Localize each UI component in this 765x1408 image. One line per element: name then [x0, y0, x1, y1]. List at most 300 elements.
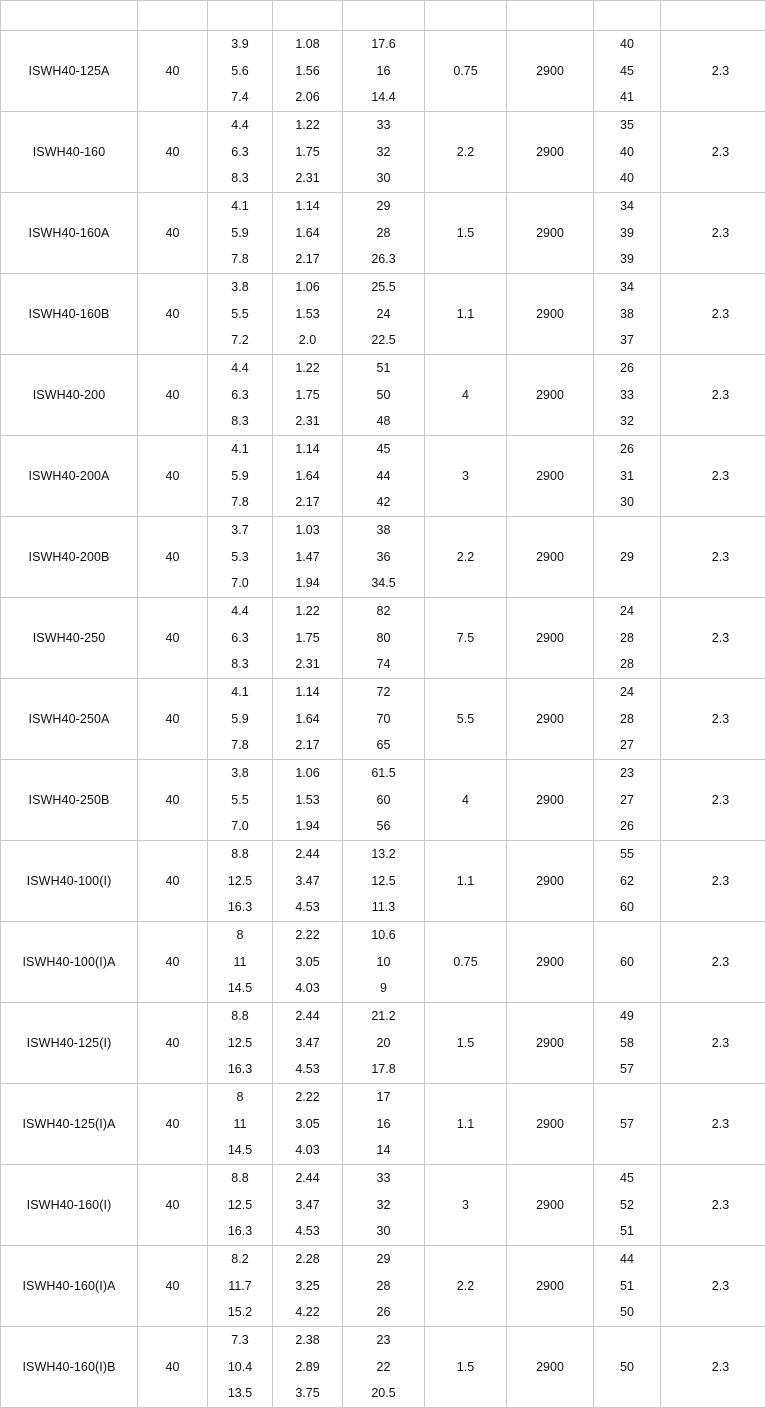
cell-npsh: 2.3 — [661, 355, 765, 436]
cell-power: 7.5 — [425, 598, 507, 679]
cell-flow-ls-1: 8.2 — [208, 1246, 272, 1273]
cell-flow-m3h-2: 1.64 — [273, 220, 342, 247]
cell-dn: 40 — [138, 517, 208, 598]
cell-head-1: 51 — [343, 355, 424, 382]
cell-flow-m3h — [273, 274, 343, 355]
cell-efficiency-2: 27 — [594, 787, 660, 814]
table-row — [1, 1003, 765, 1084]
cell-head-2: 50 — [343, 382, 424, 409]
cell-flow-m3h-3: 2.17 — [273, 246, 342, 273]
cell-efficiency-2: 58 — [594, 1030, 660, 1057]
cell-flow-m3h — [273, 517, 343, 598]
cell-flow-m3h — [273, 841, 343, 922]
cell-head-1: 25.5 — [343, 274, 424, 301]
cell-speed: 2900 — [507, 31, 594, 112]
cell-speed: 2900 — [507, 112, 594, 193]
cell-head-1: 72 — [343, 679, 424, 706]
cell-flow-m3h-3: 2.31 — [273, 165, 342, 192]
cell-head-1: 33 — [343, 1165, 424, 1192]
cell-dn: 40 — [138, 679, 208, 760]
table-row — [1, 1084, 765, 1165]
cell-flow-ls-2: 10.4 — [208, 1354, 272, 1381]
cell-efficiency-3: 39 — [594, 246, 660, 273]
cell-head — [343, 1003, 425, 1084]
cell-efficiency-2: 57 — [594, 1111, 660, 1138]
cell-efficiency-1: 34 — [594, 274, 660, 301]
cell-flow-m3h-2: 3.25 — [273, 1273, 342, 1300]
cell-efficiency-3 — [594, 1137, 660, 1164]
cell-flow-ls-3: 16.3 — [208, 1218, 272, 1245]
cell-dn: 40 — [138, 841, 208, 922]
cell-head — [343, 274, 425, 355]
cell-model: ISWH40-160A — [1, 193, 138, 274]
cell-head-3: 48 — [343, 408, 424, 435]
table-row — [1, 1246, 765, 1327]
cell-efficiency-3: 41 — [594, 84, 660, 111]
cell-model: ISWH40-125A — [1, 31, 138, 112]
cell-flow-m3h-3: 3.75 — [273, 1380, 342, 1407]
cell-efficiency — [594, 760, 661, 841]
cell-flow-ls-2: 6.3 — [208, 625, 272, 652]
cell-flow-m3h-2: 1.47 — [273, 544, 342, 571]
cell-efficiency-1: 44 — [594, 1246, 660, 1273]
cell-flow-ls-2: 12.5 — [208, 1030, 272, 1057]
cell-model: ISWH40-125(I) — [1, 1003, 138, 1084]
cell-efficiency-1: 26 — [594, 355, 660, 382]
cell-efficiency-1 — [594, 517, 660, 544]
cell-efficiency-3: 50 — [594, 1299, 660, 1326]
cell-head-3: 20.5 — [343, 1380, 424, 1407]
cell-head-2: 22 — [343, 1354, 424, 1381]
cell-efficiency-1: 26 — [594, 436, 660, 463]
table-row — [1, 193, 765, 274]
cell-head-3: 9 — [343, 975, 424, 1002]
cell-flow-ls-3: 7.8 — [208, 732, 272, 759]
cell-efficiency — [594, 598, 661, 679]
cell-flow-m3h-1: 1.08 — [273, 31, 342, 58]
cell-flow-m3h-1: 1.14 — [273, 679, 342, 706]
cell-npsh: 2.3 — [661, 1246, 765, 1327]
table-row — [1, 31, 765, 112]
cell-efficiency — [594, 193, 661, 274]
cell-efficiency-1: 35 — [594, 112, 660, 139]
cell-flow-m3h-2: 3.05 — [273, 949, 342, 976]
cell-power: 3 — [425, 1165, 507, 1246]
cell-head-2: 12.5 — [343, 868, 424, 895]
cell-efficiency — [594, 922, 661, 1003]
cell-flow-ls-2: 5.9 — [208, 463, 272, 490]
cell-speed: 2900 — [507, 436, 594, 517]
cell-npsh: 2.3 — [661, 679, 765, 760]
cell-flow-ls — [208, 355, 273, 436]
cell-power: 4 — [425, 760, 507, 841]
cell-head-3: 14.4 — [343, 84, 424, 111]
cell-speed: 2900 — [507, 1165, 594, 1246]
cell-flow-ls-2: 6.3 — [208, 382, 272, 409]
cell-efficiency-2: 50 — [594, 1354, 660, 1381]
spec-table-top-fragment — [0, 0, 765, 30]
cell-efficiency — [594, 355, 661, 436]
cell-power — [425, 1, 507, 31]
cell-flow-ls — [208, 679, 273, 760]
cell-flow-ls — [208, 1327, 273, 1408]
cell-efficiency-3: 28 — [594, 651, 660, 678]
cell-flow-m3h-3: 4.03 — [273, 1137, 342, 1164]
cell-head-2: 16 — [343, 58, 424, 85]
cell-flow-ls-1: 8 — [208, 1084, 272, 1111]
cell-flow-m3h-3: 4.53 — [273, 894, 342, 921]
cell-head-1: 29 — [343, 1246, 424, 1273]
cell-efficiency — [594, 274, 661, 355]
cell-flow-ls-2: 6.3 — [208, 139, 272, 166]
cell-flow-m3h — [273, 1246, 343, 1327]
cell-efficiency — [594, 1165, 661, 1246]
cell-model: ISWH40-200B — [1, 517, 138, 598]
cell-flow-m3h-2: 3.05 — [273, 1111, 342, 1138]
cell-model: ISWH40-160(I)A — [1, 1246, 138, 1327]
table-row — [1, 355, 765, 436]
cell-flow-ls-1: 3.9 — [208, 31, 272, 58]
cell-flow-m3h-3: 4.53 — [273, 1056, 342, 1083]
cell-power: 1.5 — [425, 193, 507, 274]
cell-flow-m3h-2: 2.89 — [273, 1354, 342, 1381]
cell-efficiency-3: 51 — [594, 1218, 660, 1245]
cell-efficiency-2: 38 — [594, 301, 660, 328]
cell-model: ISWH40-160(I) — [1, 1165, 138, 1246]
cell-efficiency-3: 57 — [594, 1056, 660, 1083]
cell-dn: 40 — [138, 1246, 208, 1327]
cell-flow-m3h-1: 1.14 — [273, 436, 342, 463]
cell-efficiency-3 — [594, 570, 660, 597]
cell-head — [343, 1165, 425, 1246]
cell-flow-m3h-3: 2.17 — [273, 489, 342, 516]
cell-efficiency-1: 55 — [594, 841, 660, 868]
cell-flow-ls-1: 8.8 — [208, 1003, 272, 1030]
cell-flow-ls — [208, 598, 273, 679]
cell-flow-m3h-1: 2.44 — [273, 841, 342, 868]
cell-head — [343, 679, 425, 760]
cell-flow-ls — [208, 112, 273, 193]
cell-flow-ls-3: 16.3 — [208, 1056, 272, 1083]
cell-head-3: 22.5 — [343, 327, 424, 354]
cell-head-3: 17.8 — [343, 1056, 424, 1083]
cell-model: ISWH40-200A — [1, 436, 138, 517]
cell-head — [343, 598, 425, 679]
cell-flow-m3h-3: 1.94 — [273, 813, 342, 840]
cell-flow-m3h — [273, 1, 343, 31]
cell-npsh: 2.3 — [661, 1165, 765, 1246]
cell-flow-m3h — [273, 112, 343, 193]
cell-efficiency — [594, 1246, 661, 1327]
cell-head-1: 33 — [343, 112, 424, 139]
cell-efficiency-2: 52 — [594, 1192, 660, 1219]
cell-efficiency-2: 31 — [594, 463, 660, 490]
cell-flow-ls-1: 3.7 — [208, 517, 272, 544]
cell-dn: 40 — [138, 1165, 208, 1246]
cell-npsh: 2.3 — [661, 112, 765, 193]
cell-efficiency-3 — [594, 1380, 660, 1407]
cell-flow-m3h — [273, 355, 343, 436]
cell-speed — [507, 1, 594, 31]
cell-head-2: 44 — [343, 463, 424, 490]
cell-power: 0.75 — [425, 31, 507, 112]
cell-npsh: 2.3 — [661, 517, 765, 598]
cell-efficiency-1 — [594, 922, 660, 949]
cell-flow-m3h-2: 1.64 — [273, 706, 342, 733]
cell-flow-m3h-3: 1.94 — [273, 570, 342, 597]
cell-head — [343, 760, 425, 841]
cell-flow-ls-3: 13.5 — [208, 1380, 272, 1407]
cell-efficiency-3: 26 — [594, 813, 660, 840]
cell-flow-m3h — [273, 436, 343, 517]
cell-model: ISWH40-250B — [1, 760, 138, 841]
cell-flow-ls — [208, 1246, 273, 1327]
cell-flow-m3h-2: 1.75 — [273, 139, 342, 166]
cell-npsh: 2.3 — [661, 1327, 765, 1408]
cell-head — [343, 1, 425, 31]
cell-speed: 2900 — [507, 193, 594, 274]
cell-efficiency — [594, 1084, 661, 1165]
cell-flow-ls-2: 5.9 — [208, 220, 272, 247]
cell-flow-m3h-3: 4.53 — [273, 1218, 342, 1245]
cell-flow-ls — [208, 193, 273, 274]
cell-efficiency-1: 24 — [594, 679, 660, 706]
cell-dn: 40 — [138, 1084, 208, 1165]
cell-flow-ls-2: 11 — [208, 1111, 272, 1138]
cell-head-2: 16 — [343, 1111, 424, 1138]
cell-head — [343, 841, 425, 922]
cell-flow-ls-1: 3.8 — [208, 760, 272, 787]
cell-flow-m3h-2: 1.75 — [273, 625, 342, 652]
cell-flow-m3h-3: 2.0 — [273, 327, 342, 354]
cell-head-2: 32 — [343, 139, 424, 166]
cell-flow-ls-3: 7.2 — [208, 327, 272, 354]
cell-flow-ls — [208, 922, 273, 1003]
cell-head-1 — [343, 1, 424, 28]
cell-power: 1.5 — [425, 1327, 507, 1408]
cell-head-3: 30 — [343, 1218, 424, 1245]
cell-npsh: 2.3 — [661, 760, 765, 841]
cell-flow-ls-2: 5.5 — [208, 787, 272, 814]
cell-power: 2.2 — [425, 1246, 507, 1327]
cell-flow-ls — [208, 517, 273, 598]
cell-head-2: 28 — [343, 220, 424, 247]
cell-flow-ls-3: 8.3 — [208, 651, 272, 678]
cell-flow-ls-2: 5.6 — [208, 58, 272, 85]
table-row — [1, 1165, 765, 1246]
cell-flow-ls-3: 7.0 — [208, 570, 272, 597]
cell-flow-m3h-3: 2.31 — [273, 408, 342, 435]
cell-npsh: 2.3 — [661, 922, 765, 1003]
cell-flow-m3h-1: 2.38 — [273, 1327, 342, 1354]
cell-speed: 2900 — [507, 1327, 594, 1408]
cell-flow-m3h — [273, 1084, 343, 1165]
cell-power: 2.2 — [425, 112, 507, 193]
cell-model: ISWH40-100(I)A — [1, 922, 138, 1003]
cell-efficiency-1 — [594, 1, 660, 28]
cell-model: ISWH40-160B — [1, 274, 138, 355]
cell-flow-m3h-1: 1.06 — [273, 760, 342, 787]
cell-head-3: 26.3 — [343, 246, 424, 273]
cell-dn: 40 — [138, 1327, 208, 1408]
cell-efficiency-2: 51 — [594, 1273, 660, 1300]
cell-flow-m3h — [273, 31, 343, 112]
cell-flow-m3h-1 — [273, 1, 342, 28]
cell-flow-ls-1: 4.4 — [208, 112, 272, 139]
cell-flow-ls-1: 7.3 — [208, 1327, 272, 1354]
cell-efficiency — [594, 841, 661, 922]
cell-efficiency — [594, 517, 661, 598]
cell-dn: 40 — [138, 436, 208, 517]
cell-flow-m3h — [273, 193, 343, 274]
cell-speed: 2900 — [507, 922, 594, 1003]
cell-efficiency-2: 33 — [594, 382, 660, 409]
cell-head-1: 17.6 — [343, 31, 424, 58]
cell-npsh: 2.3 — [661, 1084, 765, 1165]
cell-head-1: 10.6 — [343, 922, 424, 949]
cell-dn: 40 — [138, 760, 208, 841]
cell-efficiency-1 — [594, 1327, 660, 1354]
cell-flow-ls-1: 8 — [208, 922, 272, 949]
cell-efficiency-2: 40 — [594, 139, 660, 166]
cell-efficiency-1: 23 — [594, 760, 660, 787]
cell-efficiency — [594, 436, 661, 517]
cell-flow-m3h-3: 2.06 — [273, 84, 342, 111]
cell-dn: 40 — [138, 1003, 208, 1084]
cell-model: ISWH40-250 — [1, 598, 138, 679]
cell-power: 2.2 — [425, 517, 507, 598]
cell-speed: 2900 — [507, 274, 594, 355]
cell-flow-m3h — [273, 760, 343, 841]
cell-flow-m3h — [273, 1327, 343, 1408]
cell-speed: 2900 — [507, 679, 594, 760]
cell-flow-m3h-2: 1.64 — [273, 463, 342, 490]
cell-efficiency-3: 37 — [594, 327, 660, 354]
cell-model: ISWH40-200 — [1, 355, 138, 436]
cell-flow-ls — [208, 760, 273, 841]
cell-flow-m3h-3: 4.22 — [273, 1299, 342, 1326]
cell-flow-m3h-1: 1.22 — [273, 598, 342, 625]
cell-efficiency-2: 45 — [594, 58, 660, 85]
cell-head-1: 82 — [343, 598, 424, 625]
cell-flow-ls-3: 8.3 — [208, 408, 272, 435]
cell-power: 1.1 — [425, 1084, 507, 1165]
cell-flow-m3h-1: 1.22 — [273, 355, 342, 382]
cell-head-2: 28 — [343, 1273, 424, 1300]
cell-head-1: 29 — [343, 193, 424, 220]
cell-model: ISWH40-125(I)A — [1, 1084, 138, 1165]
cell-head-2: 10 — [343, 949, 424, 976]
cell-head-1: 61.5 — [343, 760, 424, 787]
cell-power: 0.75 — [425, 922, 507, 1003]
cell-npsh: 2.3 — [661, 1003, 765, 1084]
cell-head — [343, 31, 425, 112]
cell-head — [343, 112, 425, 193]
table-row — [1, 922, 765, 1003]
cell-flow-ls-2: 5.3 — [208, 544, 272, 571]
cell-head-2: 32 — [343, 1192, 424, 1219]
table-row — [1, 679, 765, 760]
cell-flow-ls-1: 4.1 — [208, 193, 272, 220]
cell-efficiency-1: 49 — [594, 1003, 660, 1030]
cell-flow-m3h-3: 4.03 — [273, 975, 342, 1002]
table-row — [1, 274, 765, 355]
cell-head-1: 13.2 — [343, 841, 424, 868]
cell-model — [1, 1, 138, 31]
cell-efficiency-3 — [594, 975, 660, 1002]
cell-efficiency-3: 30 — [594, 489, 660, 516]
cell-efficiency-2: 39 — [594, 220, 660, 247]
cell-flow-ls-1: 4.4 — [208, 355, 272, 382]
cell-flow-m3h — [273, 598, 343, 679]
cell-efficiency-1: 34 — [594, 193, 660, 220]
table-row — [1, 1327, 765, 1408]
cell-flow-ls-3: 7.0 — [208, 813, 272, 840]
cell-flow-ls-1: 3.8 — [208, 274, 272, 301]
cell-head-2: 36 — [343, 544, 424, 571]
cell-flow-m3h — [273, 1165, 343, 1246]
cell-flow-m3h — [273, 1003, 343, 1084]
cell-flow-m3h-1: 2.44 — [273, 1165, 342, 1192]
cell-speed: 2900 — [507, 1003, 594, 1084]
cell-dn — [138, 1, 208, 31]
cell-efficiency-3: 32 — [594, 408, 660, 435]
cell-flow-m3h-2: 1.53 — [273, 301, 342, 328]
cell-efficiency-1: 24 — [594, 598, 660, 625]
cell-dn: 40 — [138, 598, 208, 679]
cell-model: ISWH40-160(I)B — [1, 1327, 138, 1408]
cell-head-3: 11.3 — [343, 894, 424, 921]
cell-flow-ls-2: 5.5 — [208, 301, 272, 328]
table-row — [1, 760, 765, 841]
cell-npsh: 2.3 — [661, 31, 765, 112]
cell-flow-ls-1: 4.1 — [208, 436, 272, 463]
cell-model: ISWH40-100(I) — [1, 841, 138, 922]
cell-power: 4 — [425, 355, 507, 436]
cell-dn: 40 — [138, 31, 208, 112]
cell-head — [343, 517, 425, 598]
cell-flow-ls — [208, 1003, 273, 1084]
cell-efficiency — [594, 112, 661, 193]
cell-power: 1.1 — [425, 841, 507, 922]
cell-flow-m3h-1: 1.06 — [273, 274, 342, 301]
cell-head-2: 80 — [343, 625, 424, 652]
cell-flow-ls-1 — [208, 1, 272, 28]
cell-head-2: 24 — [343, 301, 424, 328]
cell-npsh: 2.3 — [661, 598, 765, 679]
cell-head-2: 70 — [343, 706, 424, 733]
cell-head-3: 30 — [343, 165, 424, 192]
cell-speed: 2900 — [507, 598, 594, 679]
cell-flow-ls-3: 7.8 — [208, 489, 272, 516]
cell-head-3: 42 — [343, 489, 424, 516]
cell-efficiency — [594, 1, 661, 31]
cell-flow-ls-2: 11.7 — [208, 1273, 272, 1300]
cell-flow-ls-3: 15.2 — [208, 1299, 272, 1326]
cell-efficiency-2: 28 — [594, 706, 660, 733]
cell-flow-m3h-1: 2.22 — [273, 922, 342, 949]
cell-flow-ls — [208, 274, 273, 355]
cell-head — [343, 922, 425, 1003]
cell-model: ISWH40-250A — [1, 679, 138, 760]
cell-flow-ls-3: 7.8 — [208, 246, 272, 273]
cell-flow-ls — [208, 31, 273, 112]
cell-npsh: 2.3 — [661, 841, 765, 922]
cell-efficiency-2: 28 — [594, 625, 660, 652]
cell-head — [343, 193, 425, 274]
cell-speed: 2900 — [507, 760, 594, 841]
cell-head-1: 17 — [343, 1084, 424, 1111]
